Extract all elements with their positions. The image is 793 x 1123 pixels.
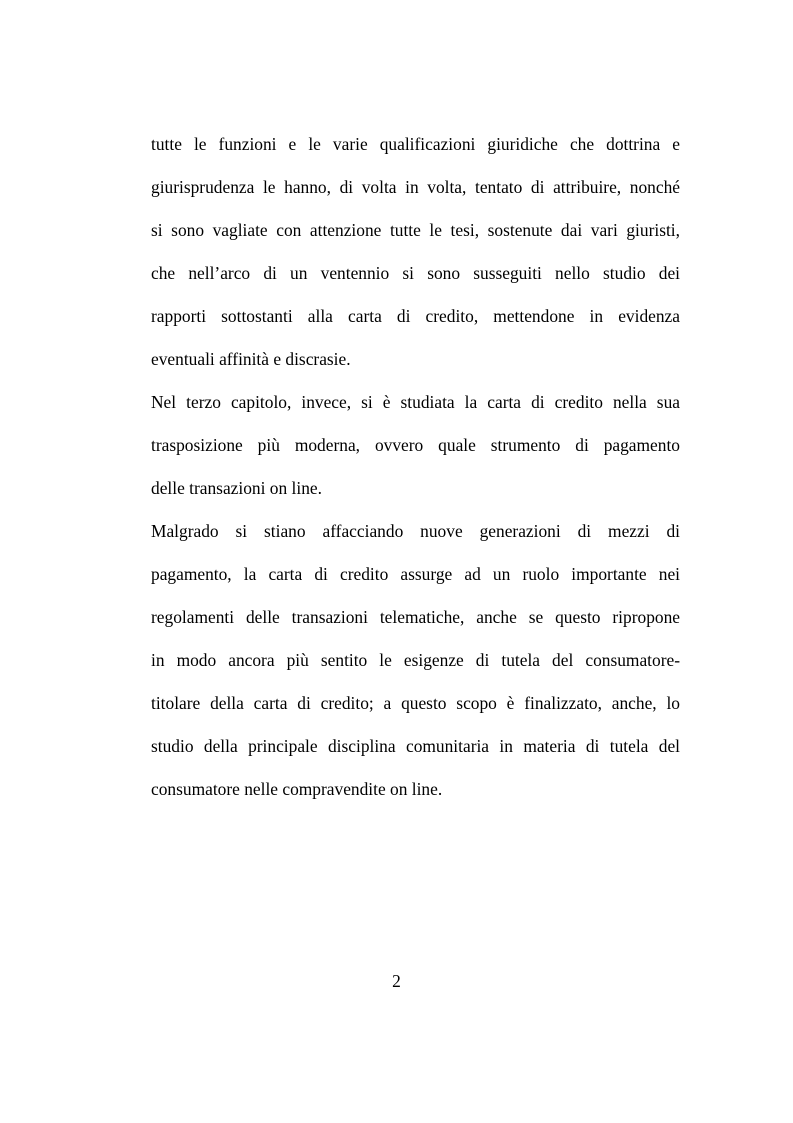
page-number: 2 bbox=[392, 971, 401, 991]
paragraph-line: consumatore nelle compravendite on line. bbox=[151, 779, 443, 799]
paragraph-line: delle transazioni on line. bbox=[151, 478, 322, 498]
paragraph-line: titolare della carta di credito; a questo scopo è finalizzato, anche, lo bbox=[151, 693, 680, 713]
paragraph-line: rapporti sottostanti alla carta di credito, mettendone in evidenza bbox=[151, 306, 680, 326]
paragraph-line: Malgrado si stiano affacciando nuove generazioni di mezzi di bbox=[151, 521, 680, 541]
paragraph-line: pagamento, la carta di credito assurge ad un ruolo importante nei bbox=[151, 564, 680, 584]
paragraph-line: trasposizione più moderna, ovvero quale strumento di pagamento bbox=[151, 435, 680, 455]
paragraph-line: Nel terzo capitolo, invece, si è studiata la carta di credito nella sua bbox=[151, 392, 680, 412]
paragraph-line: giurisprudenza le hanno, di volta in volta, tentato di attribuire, nonché bbox=[151, 177, 680, 197]
paragraph-line: in modo ancora più sentito le esigenze di tutela del consumatore- bbox=[151, 650, 680, 670]
paragraph-line: studio della principale disciplina comunitaria in materia di tutela del bbox=[151, 736, 680, 756]
paragraph-line: tutte le funzioni e le varie qualificazioni giuridiche che dottrina e bbox=[151, 134, 680, 154]
paragraph-line: eventuali affinità e discrasie. bbox=[151, 349, 351, 369]
paragraph-line: che nell’arco di un ventennio si sono susseguiti nello studio dei bbox=[151, 263, 680, 283]
paragraph-line: si sono vagliate con attenzione tutte le tesi, sostenute dai vari giuristi, bbox=[151, 220, 680, 240]
paragraph-line: regolamenti delle transazioni telematiche, anche se questo ripropone bbox=[151, 607, 680, 627]
